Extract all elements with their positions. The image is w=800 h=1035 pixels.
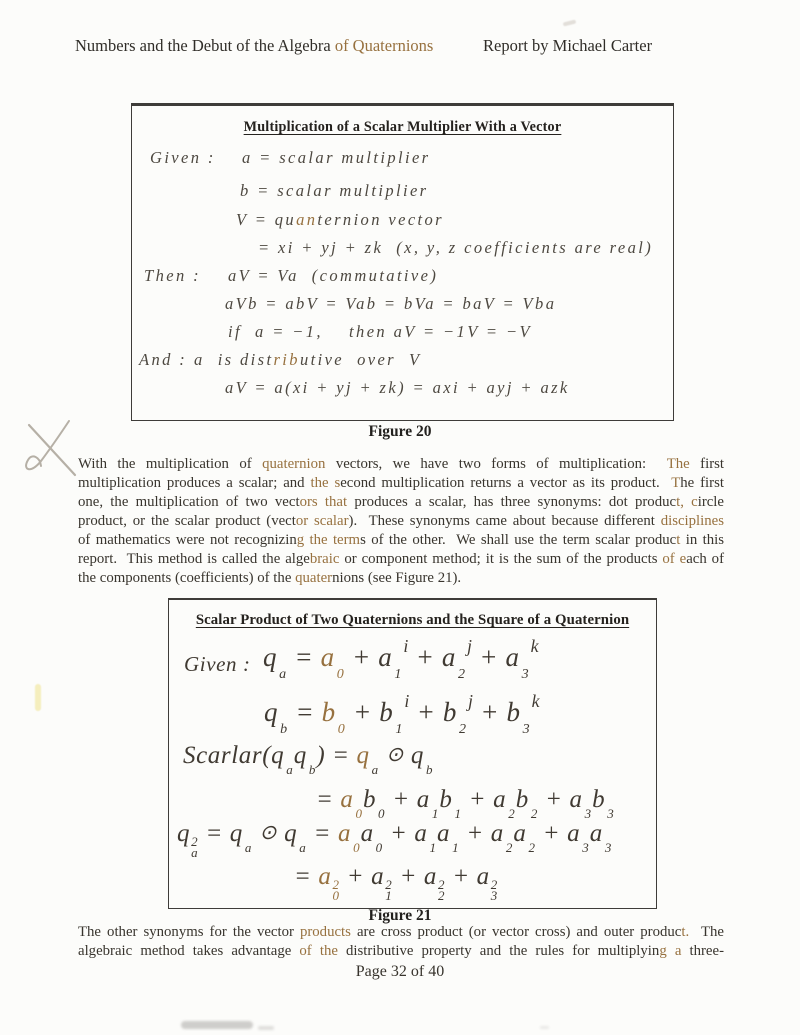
paragraph-line: report. This method is called the algebraic or component method; it is the sum of the products of each of [78,551,725,567]
figure20-box [131,103,674,421]
figure21-box [168,598,657,909]
equation-line: if a = −1, then aV = −1V = −V [228,322,532,341]
given-label: Given : [184,652,251,676]
equation-line: q 2 a = $q_a⊙$ $q_a = a_0a_0 + a_1a_1 + a_2a_2 + a_3a_3$ [177,820,612,861]
paragraph-line: algebraic method takes advantage of the distributive property and the rules for multiplying a three- [78,943,724,959]
equation-line: = xi + yj + zk (x, y, z coefficients are real) [258,238,654,257]
equation-line: aVb = abV = Vab = bVa = baV = Vba [225,294,557,313]
scan-mark-top [563,19,577,26]
scan-smudge [540,1026,549,1029]
paragraph-line: With the multiplication of quaternion vectors, we have two forms of multiplication: The first [78,456,724,472]
paragraph-line: of mathematics were not recognizing the terms of the other. We shall use the term scalar product in this [78,532,724,548]
equation-line: = a 2 0 + a 2 1 + a 2 2 + a 2 3 [294,863,498,904]
equation-line: a = scalar multiplier [242,148,431,167]
pencil-x-mark [19,413,81,495]
equation-line: aV = Va (commutative) [228,266,439,285]
equation-line: aV = a(xi + yj + zk) = axi + ayj + azk [225,378,570,397]
figure21-title: Scalar Product of Two Quaternions and the Square of a Quaternion [195,612,630,628]
and-label: And : [139,350,188,369]
equation-line: $q_a = a_0 + a_1^i + a_2^j + a_3^k$ [263,636,539,682]
equation-line: $q_b = b_0 + b_1^i + b_2^j + b_3^k$ [264,691,540,737]
figure20-caption: Figure 20 [368,423,432,440]
document-title-accent: of Quaternions [334,36,434,55]
given-label: Given : [150,148,216,167]
scan-smudge [181,1021,253,1029]
figure21-caption: Figure 21 [368,907,432,924]
paragraph-line: the components (coefficients) of the quaternions (see Figure 21). [78,570,462,586]
figure20-title: Multiplication of a Scalar Multiplier With a Vector [243,119,562,135]
scan-smudge [258,1026,274,1030]
highlighter-mark [35,684,41,711]
equation-line: V = quanternion vector [236,210,445,229]
document-title-main: Numbers and the Debut of the Algebra [75,36,335,55]
paragraph-line: one, the multiplication of two vectors that produces a scalar, has three synonyms: dot product, circle [78,494,724,510]
paragraph-line: product, or the scalar product (vector scalar). These synonyms came about because different disciplines [78,513,724,529]
body-paragraph [78,455,724,588]
equation-line: = $a_0b_0 + a_1b_1 + a_2b_2 + a_3b_3$ [316,786,614,822]
equation-line: b = scalar multiplier [240,181,429,200]
report-byline: Report by Michael Carter [483,36,653,55]
equation-line: a is distributive over V [194,350,422,369]
then-label: Then : [144,266,202,285]
document-title [75,36,433,56]
body-paragraph [78,923,724,961]
page-number: Page 32 of 40 [355,963,445,980]
paragraph-line: The other synonyms for the vector products are cross product (or vector cross) and outer product. The [78,924,724,940]
paragraph-line: multiplication produces a scalar; and the second multiplication returns a vector as its product. The first [78,475,724,491]
equation-line: $Scarlar(q_aq_b)$ = $q_a⊙$ $q_b$ [183,742,433,778]
